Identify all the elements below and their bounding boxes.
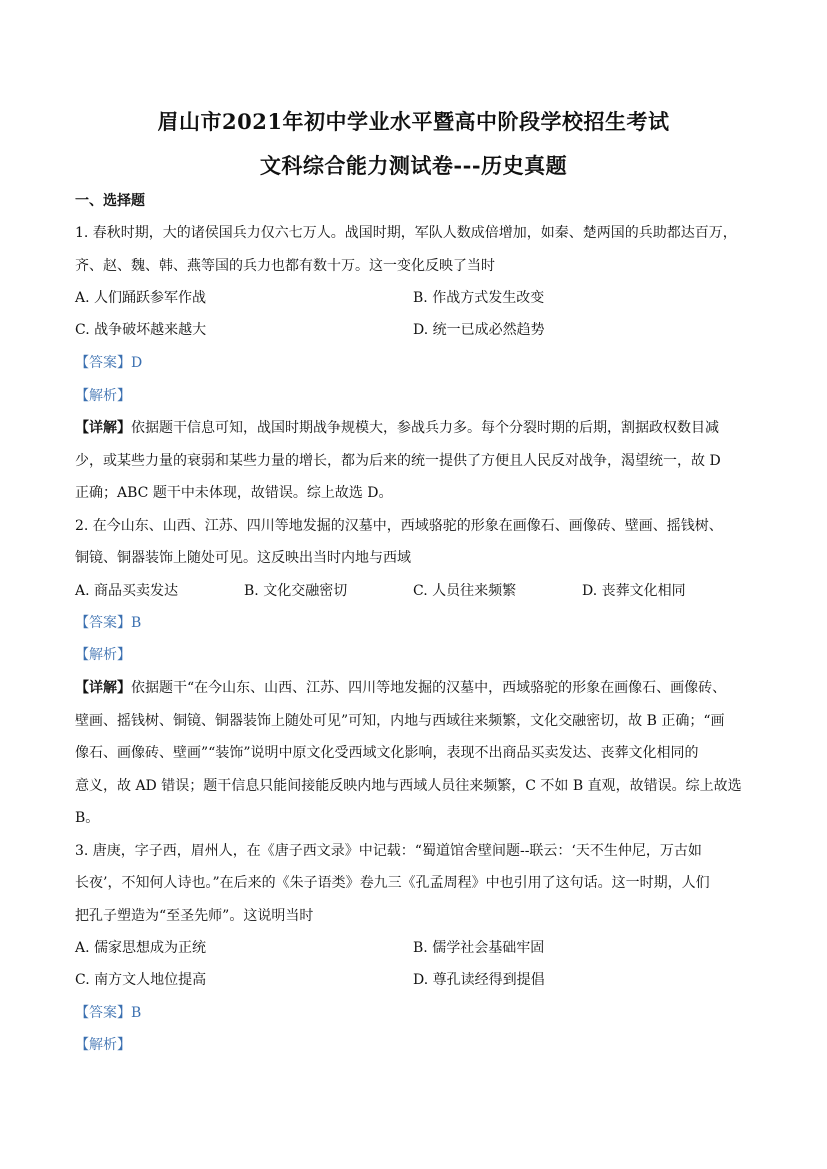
q1-option-a: A. 人们踊跃参军作战 (75, 290, 207, 306)
section-heading: 一、选择题 (75, 193, 145, 209)
q3-option-d: D. 尊孔读经得到提倡 (413, 972, 545, 988)
exam-title-line2: 文科综合能力测试卷---历史真题 (259, 153, 568, 178)
q2-stem-line2: 铜镜、铜器装饰上随处可见。这反映出当时内地与西域 (75, 550, 411, 566)
q2-stem-line1: 2. 在今山东、山西、江苏、四川等地发掘的汉墓中，西域骆驼的形象在画像石、画像砖、壁画、摇钱树、 (75, 518, 723, 534)
q3-answer: 【答案】B (75, 1005, 142, 1021)
q2-detail-line2: 壁画、摇钱树、铜镜、铜器装饰上随处可见”可知，内地与西域往来频繁，文化交融密切，故 B 正确；“画 (75, 713, 725, 729)
q3-option-b: B. 儒学社会基础牢固 (413, 940, 545, 956)
q1-option-c: C. 战争破坏越来越大 (75, 322, 207, 338)
q1-stem-line2: 齐、赵、魏、韩、燕等国的兵力也都有数十万。这一变化反映了当时 (75, 258, 495, 274)
q3-option-a: A. 儒家思想成为正统 (75, 940, 207, 956)
q2-analysis-label: 【解析】 (75, 647, 131, 663)
q1-stem-line1: 1. 春秋时期，大的诸侯国兵力仅六七万人。战国时期，军队人数成倍增加，如秦、楚两国的兵助都达百万， (75, 225, 737, 241)
q1-option-b: B. 作战方式发生改变 (413, 290, 545, 306)
q2-detail-line1 (75, 678, 760, 698)
q1-detail-tag: 【详解】 (75, 420, 131, 436)
q1-analysis-label: 【解析】 (75, 388, 131, 404)
q3-option-c: C. 南方文人地位提高 (75, 972, 207, 988)
q3-stem-line2: 长夜’，不知何人诗也。”在后来的《朱子语类》卷九三《孔孟周程》中也引用了这句话。这一时期，人们 (75, 875, 710, 891)
q2-option-a: A. 商品买卖发达 (75, 583, 179, 599)
q1-detail-line2: 少，或某些力量的衰弱和某些力量的增长，都为后来的统一提供了方便且人民反对战争，渴望统一，故 D (75, 453, 721, 469)
q2-detail-tag: 【详解】 (75, 680, 131, 696)
q2-detail-line5: B。 (75, 810, 100, 826)
q2-option-c: C. 人员往来频繁 (413, 583, 517, 599)
q1-detail-line1 (75, 418, 760, 438)
q2-detail-line3: 像石、画像砖、壁画”“装饰”说明中原文化受西域文化影响，表现不出商品买卖发达、丧葬文化相同的 (75, 745, 699, 761)
q3-stem-line1: 3. 唐庚，字子西，眉州人，在《唐子西文录》中记载：“蜀道馆舍壁间题--联云：‘天不生仲尼，万古如 (75, 843, 702, 859)
q1-answer: 【答案】D (75, 355, 143, 371)
exam-title-line1: 眉山市2021年初中学业水平暨高中阶段学校招生考试 (157, 109, 670, 134)
q2-detail-text: 依据题干“在今山东、山西、江苏、四川等地发掘的汉墓中，西域骆驼的形象在画像石、画像砖、 (131, 680, 727, 696)
q1-detail-text: 依据题干信息可知，战国时期战争规模大，参战兵力多。每个分裂时期的后期，割据政权数目减 (131, 420, 719, 436)
q3-analysis-label: 【解析】 (75, 1037, 131, 1053)
q2-option-d: D. 丧葬文化相同 (582, 583, 686, 599)
q1-option-d: D. 统一已成必然趋势 (413, 322, 545, 338)
q3-stem-line3: 把孔子塑造为“至圣先师”。这说明当时 (75, 908, 314, 924)
q2-option-b: B. 文化交融密切 (244, 583, 348, 599)
q2-answer: 【答案】B (75, 615, 142, 631)
q2-detail-line4: 意义，故 AD 错误；题干信息只能间接能反映内地与西域人员往来频繁，C 不如 B 直观，故错误。综上故选 (75, 778, 742, 794)
q1-detail-line3: 正确；ABC 题干中未体现，故错误。综上故选 D。 (75, 485, 393, 501)
